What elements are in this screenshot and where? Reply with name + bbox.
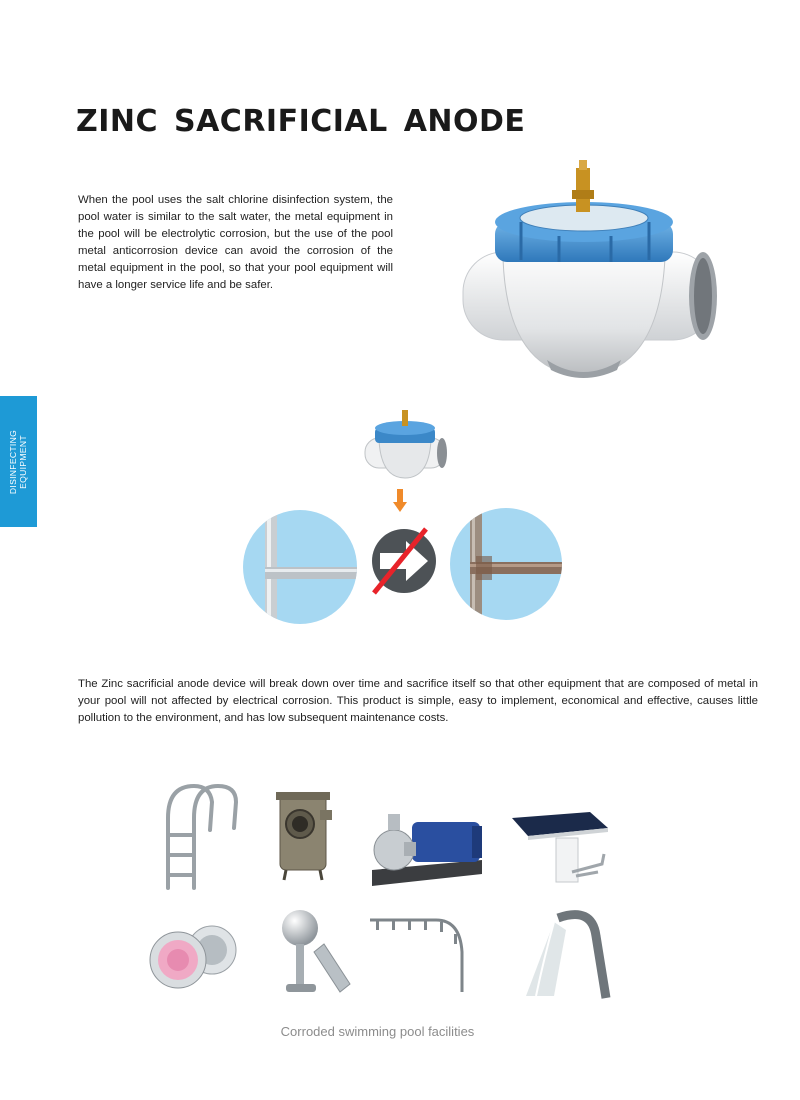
anode-product-icon bbox=[455, 160, 725, 385]
corroded-ladder-icon bbox=[450, 508, 562, 620]
prohibited-arrow-icon bbox=[370, 527, 438, 595]
clean-ladder-icon bbox=[243, 510, 357, 624]
waterfall-icon bbox=[514, 908, 612, 1000]
page-title: ZINC SACRIFICIAL ANODE bbox=[76, 104, 526, 139]
spray-nozzle-icon bbox=[366, 912, 470, 994]
side-tab-label: DISINFECTING EQUIPMENT bbox=[8, 429, 28, 495]
pool-ladder-icon bbox=[160, 780, 240, 892]
sand-filter-icon bbox=[272, 790, 334, 882]
figure-caption: Corroded swimming pool facilities bbox=[280, 1024, 475, 1039]
small-anode-icon bbox=[363, 408, 449, 480]
intro-paragraph: When the pool uses the salt chlorine disinfection system, the pool water is similar to the salt water, the metal equipment in the pool will be electrolytic corrosion, but the use of the pool metal anticorrosion device can avoid the corrosion of the metal equipment in the pool, so that your pool equipment will have a longer service life and be safer. bbox=[78, 194, 393, 291]
pool-light-icon bbox=[148, 920, 240, 992]
side-tab bbox=[0, 396, 37, 527]
water-fountain-icon bbox=[276, 908, 352, 996]
water-pump-icon bbox=[368, 808, 486, 892]
diving-platform-icon bbox=[510, 806, 610, 888]
down-arrow-icon bbox=[393, 489, 407, 513]
body-paragraph: The Zinc sacrificial anode device will break down over time and sacrifice itself so that other equipment that are composed of metal in your pool will not affected by electrical corrosion. This product is simple, easy to implement, economical and effective, causes little pollution to the environment, and has low subsequent maintenance costs. bbox=[78, 678, 758, 724]
